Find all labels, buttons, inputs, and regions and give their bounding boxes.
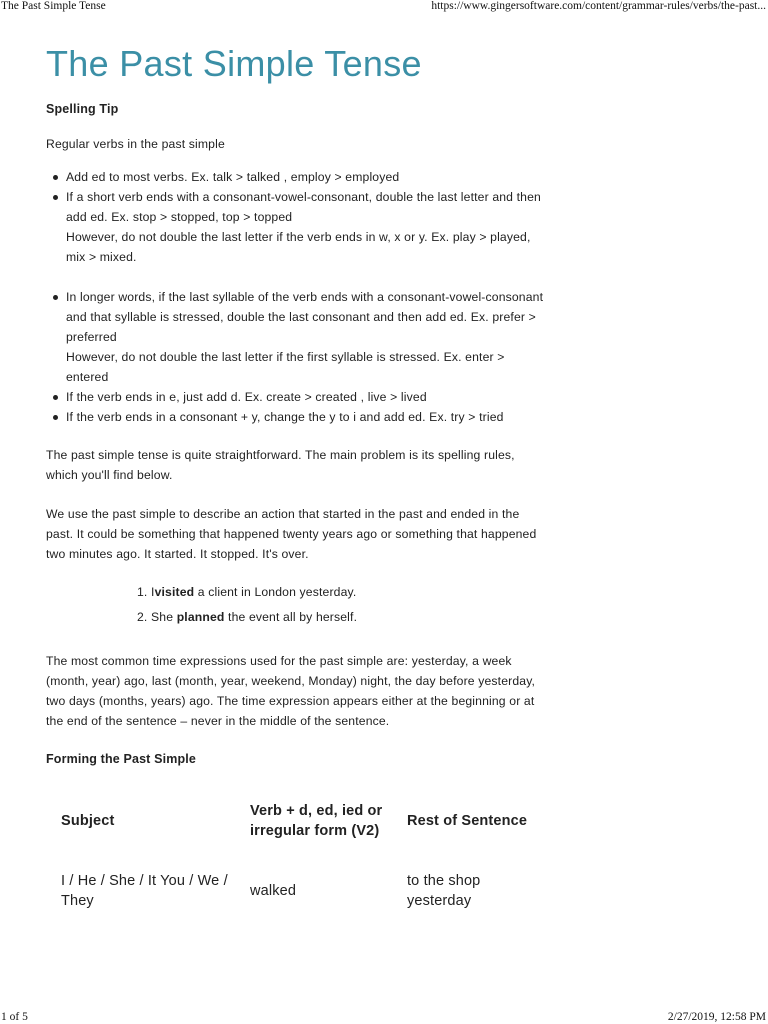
rule-text: If the verb ends in a consonant + y, change the y to i and add ed. Ex. try > tried (66, 410, 504, 424)
table-header-row (46, 791, 546, 851)
print-header-title: The Past Simple Tense (1, 0, 106, 12)
paragraph-describe: We use the past simple to describe an action that started in the past and ended in the past. It could be something that happened twenty years ago or something that happened two minutes ago. It started. It stopped. It's over. (46, 507, 537, 561)
column-header-subject: Subject (61, 813, 115, 829)
table-cell: walked (250, 883, 297, 899)
regular-verbs-intro: Regular verbs in the past simple (46, 137, 225, 151)
example-number: 2. (137, 610, 148, 624)
rule-text: Add ed to most verbs. Ex. talk > talked , employ > employed (66, 170, 400, 184)
rule-note: However, do not double the last letter if the first syllable is stressed. Ex. enter > entered (66, 350, 505, 384)
rule-text: In longer words, if the last syllable of the verb ends with a consonant-vowel-consonant and that syllable is stressed, double the last consonant and then add ed. Ex. prefer > preferred (66, 290, 544, 344)
table-cell: to the shop yesterday (407, 873, 481, 909)
paragraph-time-expressions: The most common time expressions used for the past simple are: yesterday, a week (month, year) ago, last (month, year, weekend, Monday) night, the day before yesterday, two days (months, years) ago. The time expression appears either at the beginning or at the end of the sentence – never in the middle of the sentence. (46, 654, 536, 728)
column-header-rest: Rest of Sentence (407, 813, 528, 829)
list-item (66, 187, 546, 267)
spelling-rules-list (46, 167, 546, 427)
example-verb: visited (154, 585, 195, 599)
print-header-url: https://www.gingersoftware.com/content/grammar-rules/verbs/the-past... (431, 0, 766, 12)
list-item (66, 167, 546, 187)
list-item (66, 407, 546, 427)
example-pre: She (151, 610, 174, 624)
print-footer (0, 1011, 768, 1024)
paragraph-straightforward: The past simple tense is quite straightforward. The main problem is its spelling rules, which you'll find below. (46, 448, 515, 482)
example-post: the event all by herself. (228, 610, 358, 624)
example-number: 1. (137, 585, 148, 599)
example-post: a client in London yesterday. (197, 585, 357, 599)
list-item (137, 580, 546, 605)
table-row (46, 851, 546, 931)
spelling-tip-heading: Spelling Tip (46, 102, 119, 116)
print-header (0, 0, 768, 16)
column-header-verb: Verb + d, ed, ied or irregular form (V2) (250, 803, 383, 839)
example-pre: I (151, 585, 155, 599)
print-datetime: 2/27/2019, 12:58 PM (667, 1011, 766, 1023)
forming-heading: Forming the Past Simple (46, 752, 197, 766)
table-cell: I / He / She / It You / We / They (61, 873, 228, 909)
list-item (66, 387, 546, 407)
past-simple-table (46, 791, 546, 931)
examples-list (46, 580, 546, 630)
rule-text: If a short verb ends with a consonant-vowel-consonant, double the last letter and then add ed. Ex. stop > stopped, top > topped (66, 190, 541, 224)
list-item (137, 605, 546, 630)
page-title: The Past Simple Tense (46, 43, 422, 84)
article (46, 42, 546, 931)
rule-note: However, do not double the last letter if the verb ends in w, x or y. Ex. play > played, mix > mixed. (66, 230, 531, 264)
rule-text: If the verb ends in e, just add d. Ex. create > created , live > lived (66, 390, 427, 404)
list-item (66, 287, 546, 387)
example-verb: planned (176, 610, 225, 624)
page-number: 1 of 5 (1, 1011, 28, 1023)
